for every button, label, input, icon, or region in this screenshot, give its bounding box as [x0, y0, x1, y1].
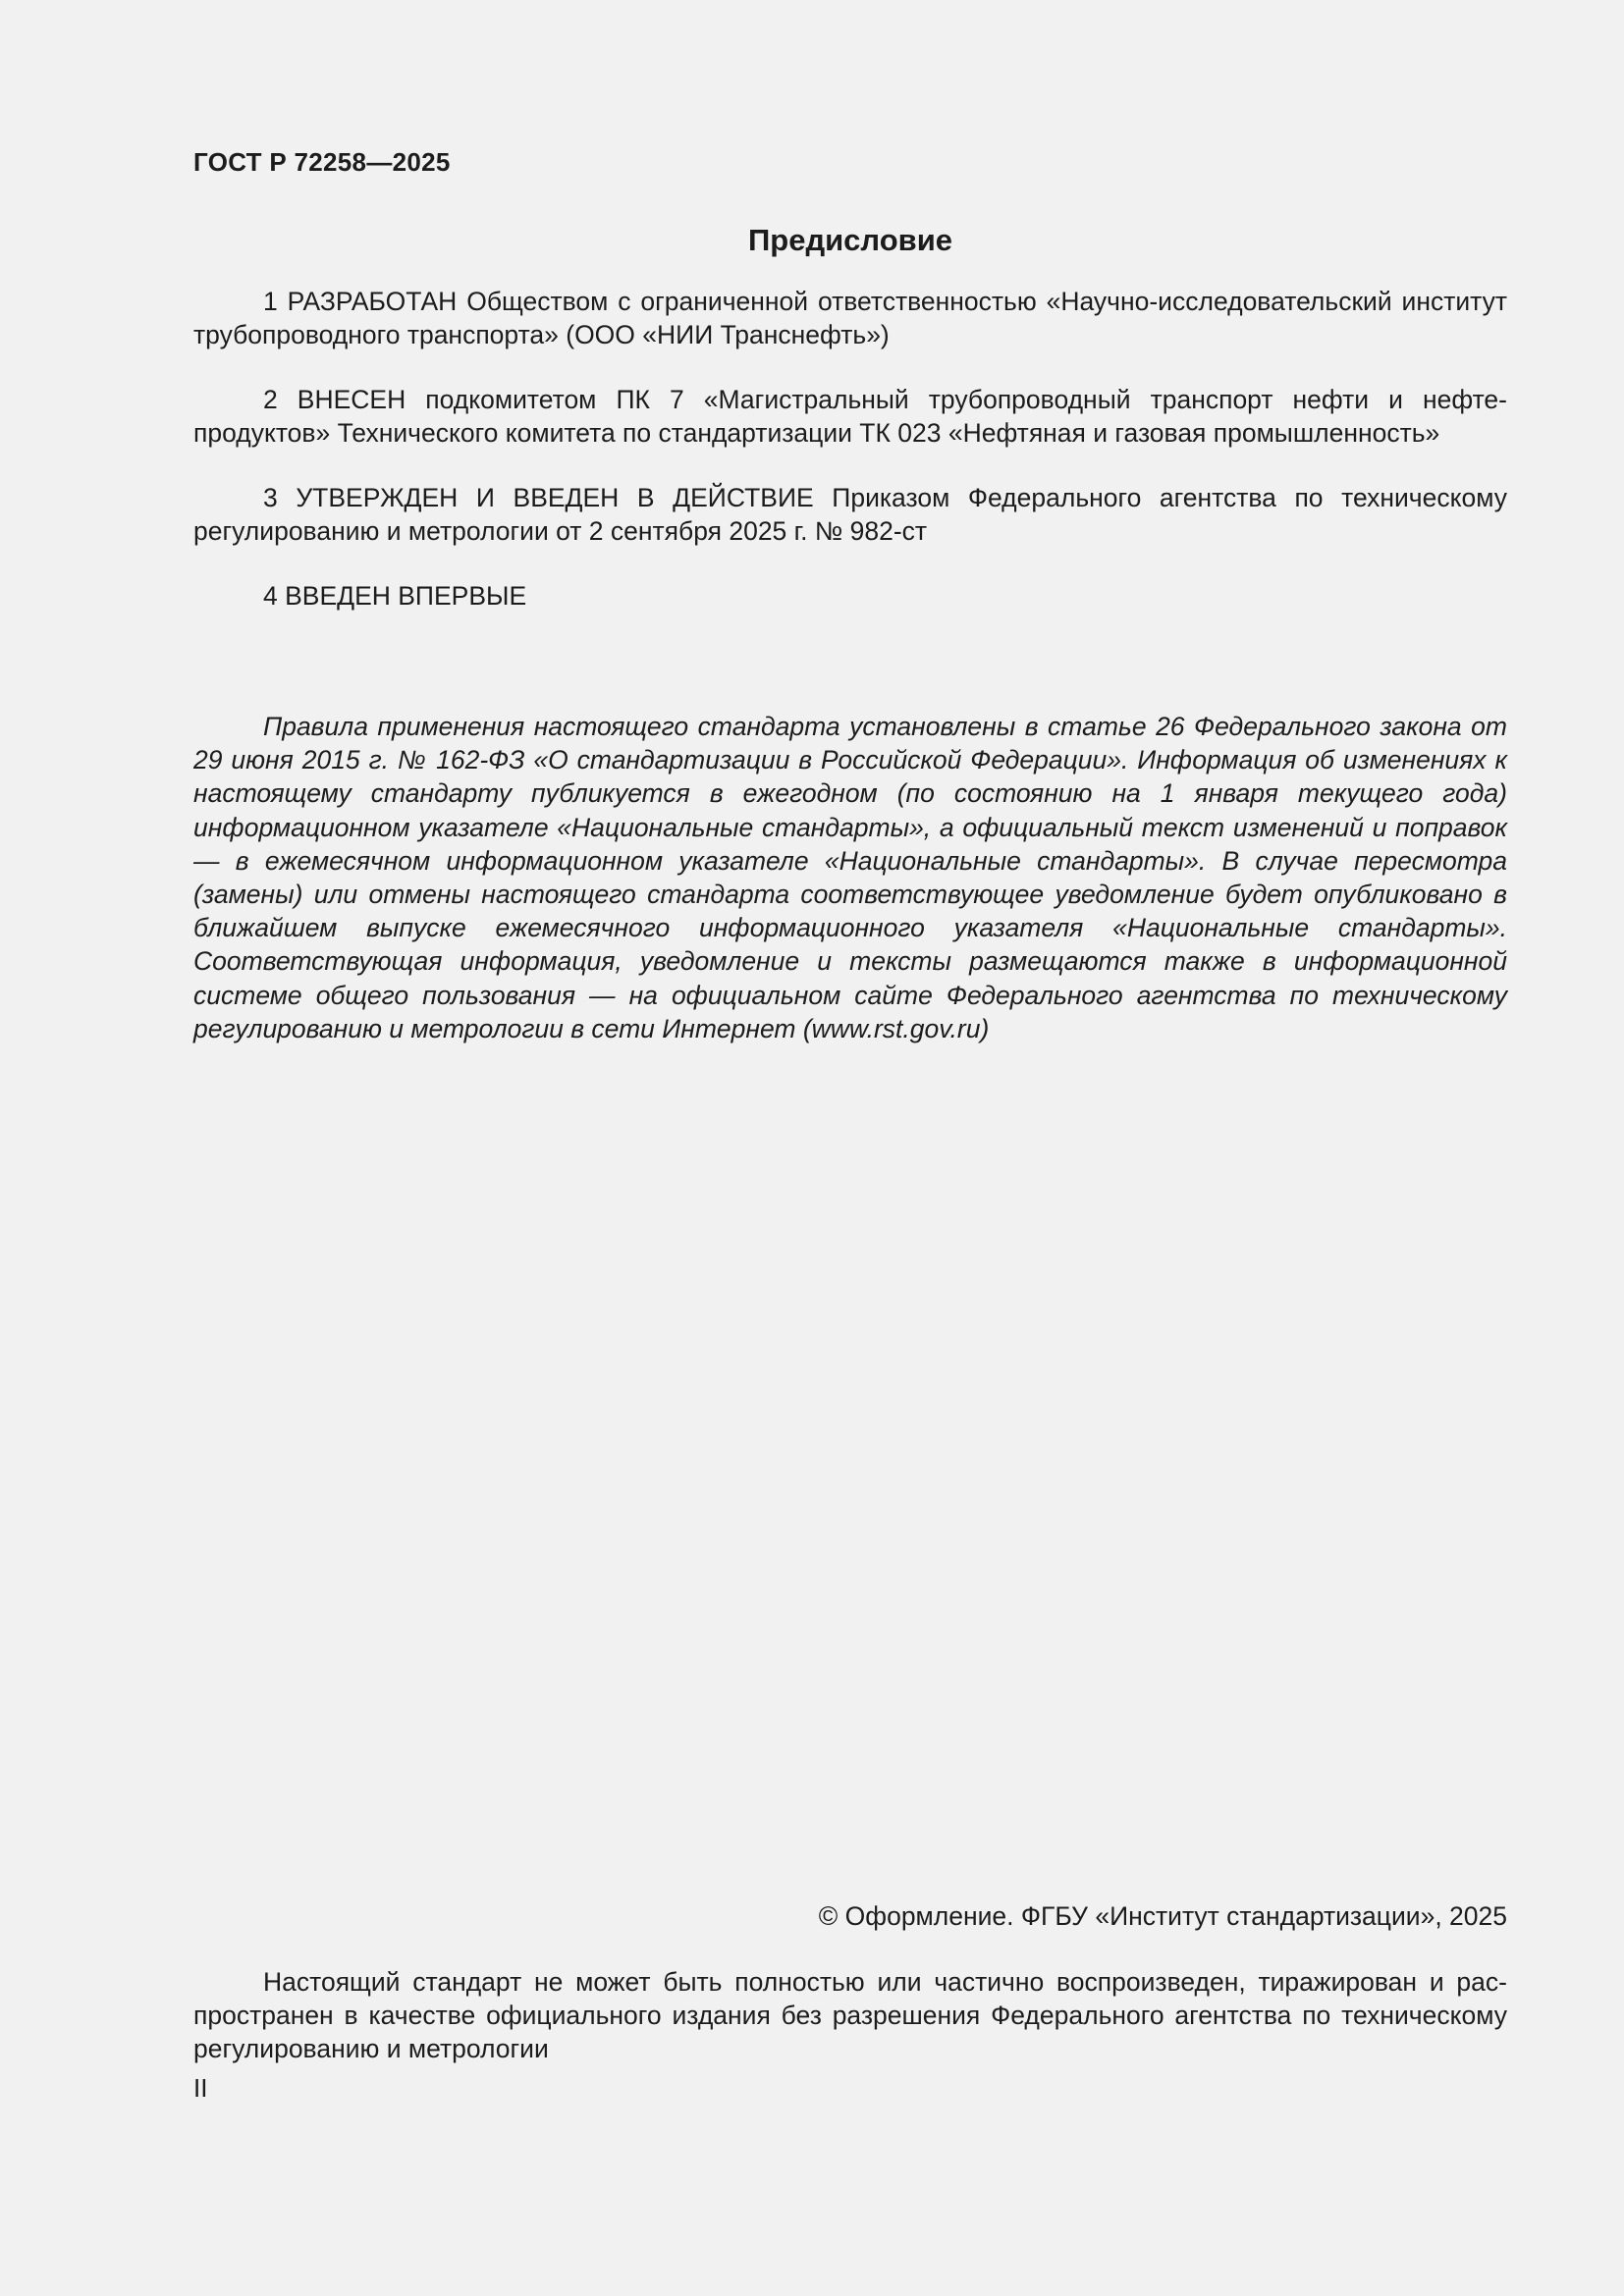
- preface-item-developed: 1 РАЗРАБОТАН Обществом с ограниченной ответственностью «Научно-исследовательский институт трубопроводного транспорта» (ООО «НИИ Транснефть»): [193, 287, 1507, 349]
- reproduction-note: Настоящий стандарт не может быть полностью или частично воспроизведен, тиражирован и распространен в качестве официального издания без разрешения Федерального агентства по техническому регулированию и метрологии: [193, 1967, 1507, 2063]
- page-number: II: [193, 2073, 208, 2103]
- document-code: ГОСТ Р 72258—2025: [193, 147, 451, 177]
- rules-note: Правила применения настоящего стандарта установлены в статье 26 Федерального закона от 29 июня 2015 г. № 162-ФЗ «О стандартизации в Российской Федерации». Информация об изменениях к настоящему стандарту публикуется в ежегодном (по состоянию на 1 января текущего года) информационном указателе «Национальные стандарты», а официальный текст изменений и поправок — в ежемесячном информационном указателе «Национальные стандарты». В случае пересмотра (замены) или отмены настоящего стандарта соответствующее уведомление будет опубликовано в ближайшем выпуске ежемесячного информационного указателя «Национальные стандарты». Соответствующая информация, уведомление и тексты размещаются также в информационной системе общего пользования — на официальном сайте Федерального агентства по техническому регулированию и метрологии в сети Интернет (www.rst.gov.ru): [193, 712, 1507, 1043]
- preface-item-submitted: 2 ВНЕСЕН подкомитетом ПК 7 «Магистральный трубопроводный транспорт нефти и нефтепродуктов» Технического комитета по стандартизации ТК 023 «Нефтяная и газовая промышленность»: [193, 385, 1507, 448]
- preface-item-approved: 3 УТВЕРЖДЕН И ВВЕДЕН В ДЕЙСТВИЕ Приказом Федерального агентства по техническому регулированию и метрологии от 2 сентября 2025 г. № 982-ст: [193, 483, 1507, 546]
- preface-item-introduced: 4 ВВЕДЕН ВПЕРВЫЕ: [263, 581, 527, 611]
- page-title: Предисловие: [747, 223, 952, 257]
- copyright-line: © Оформление. ФГБУ «Институт стандартизации», 2025: [818, 1901, 1507, 1931]
